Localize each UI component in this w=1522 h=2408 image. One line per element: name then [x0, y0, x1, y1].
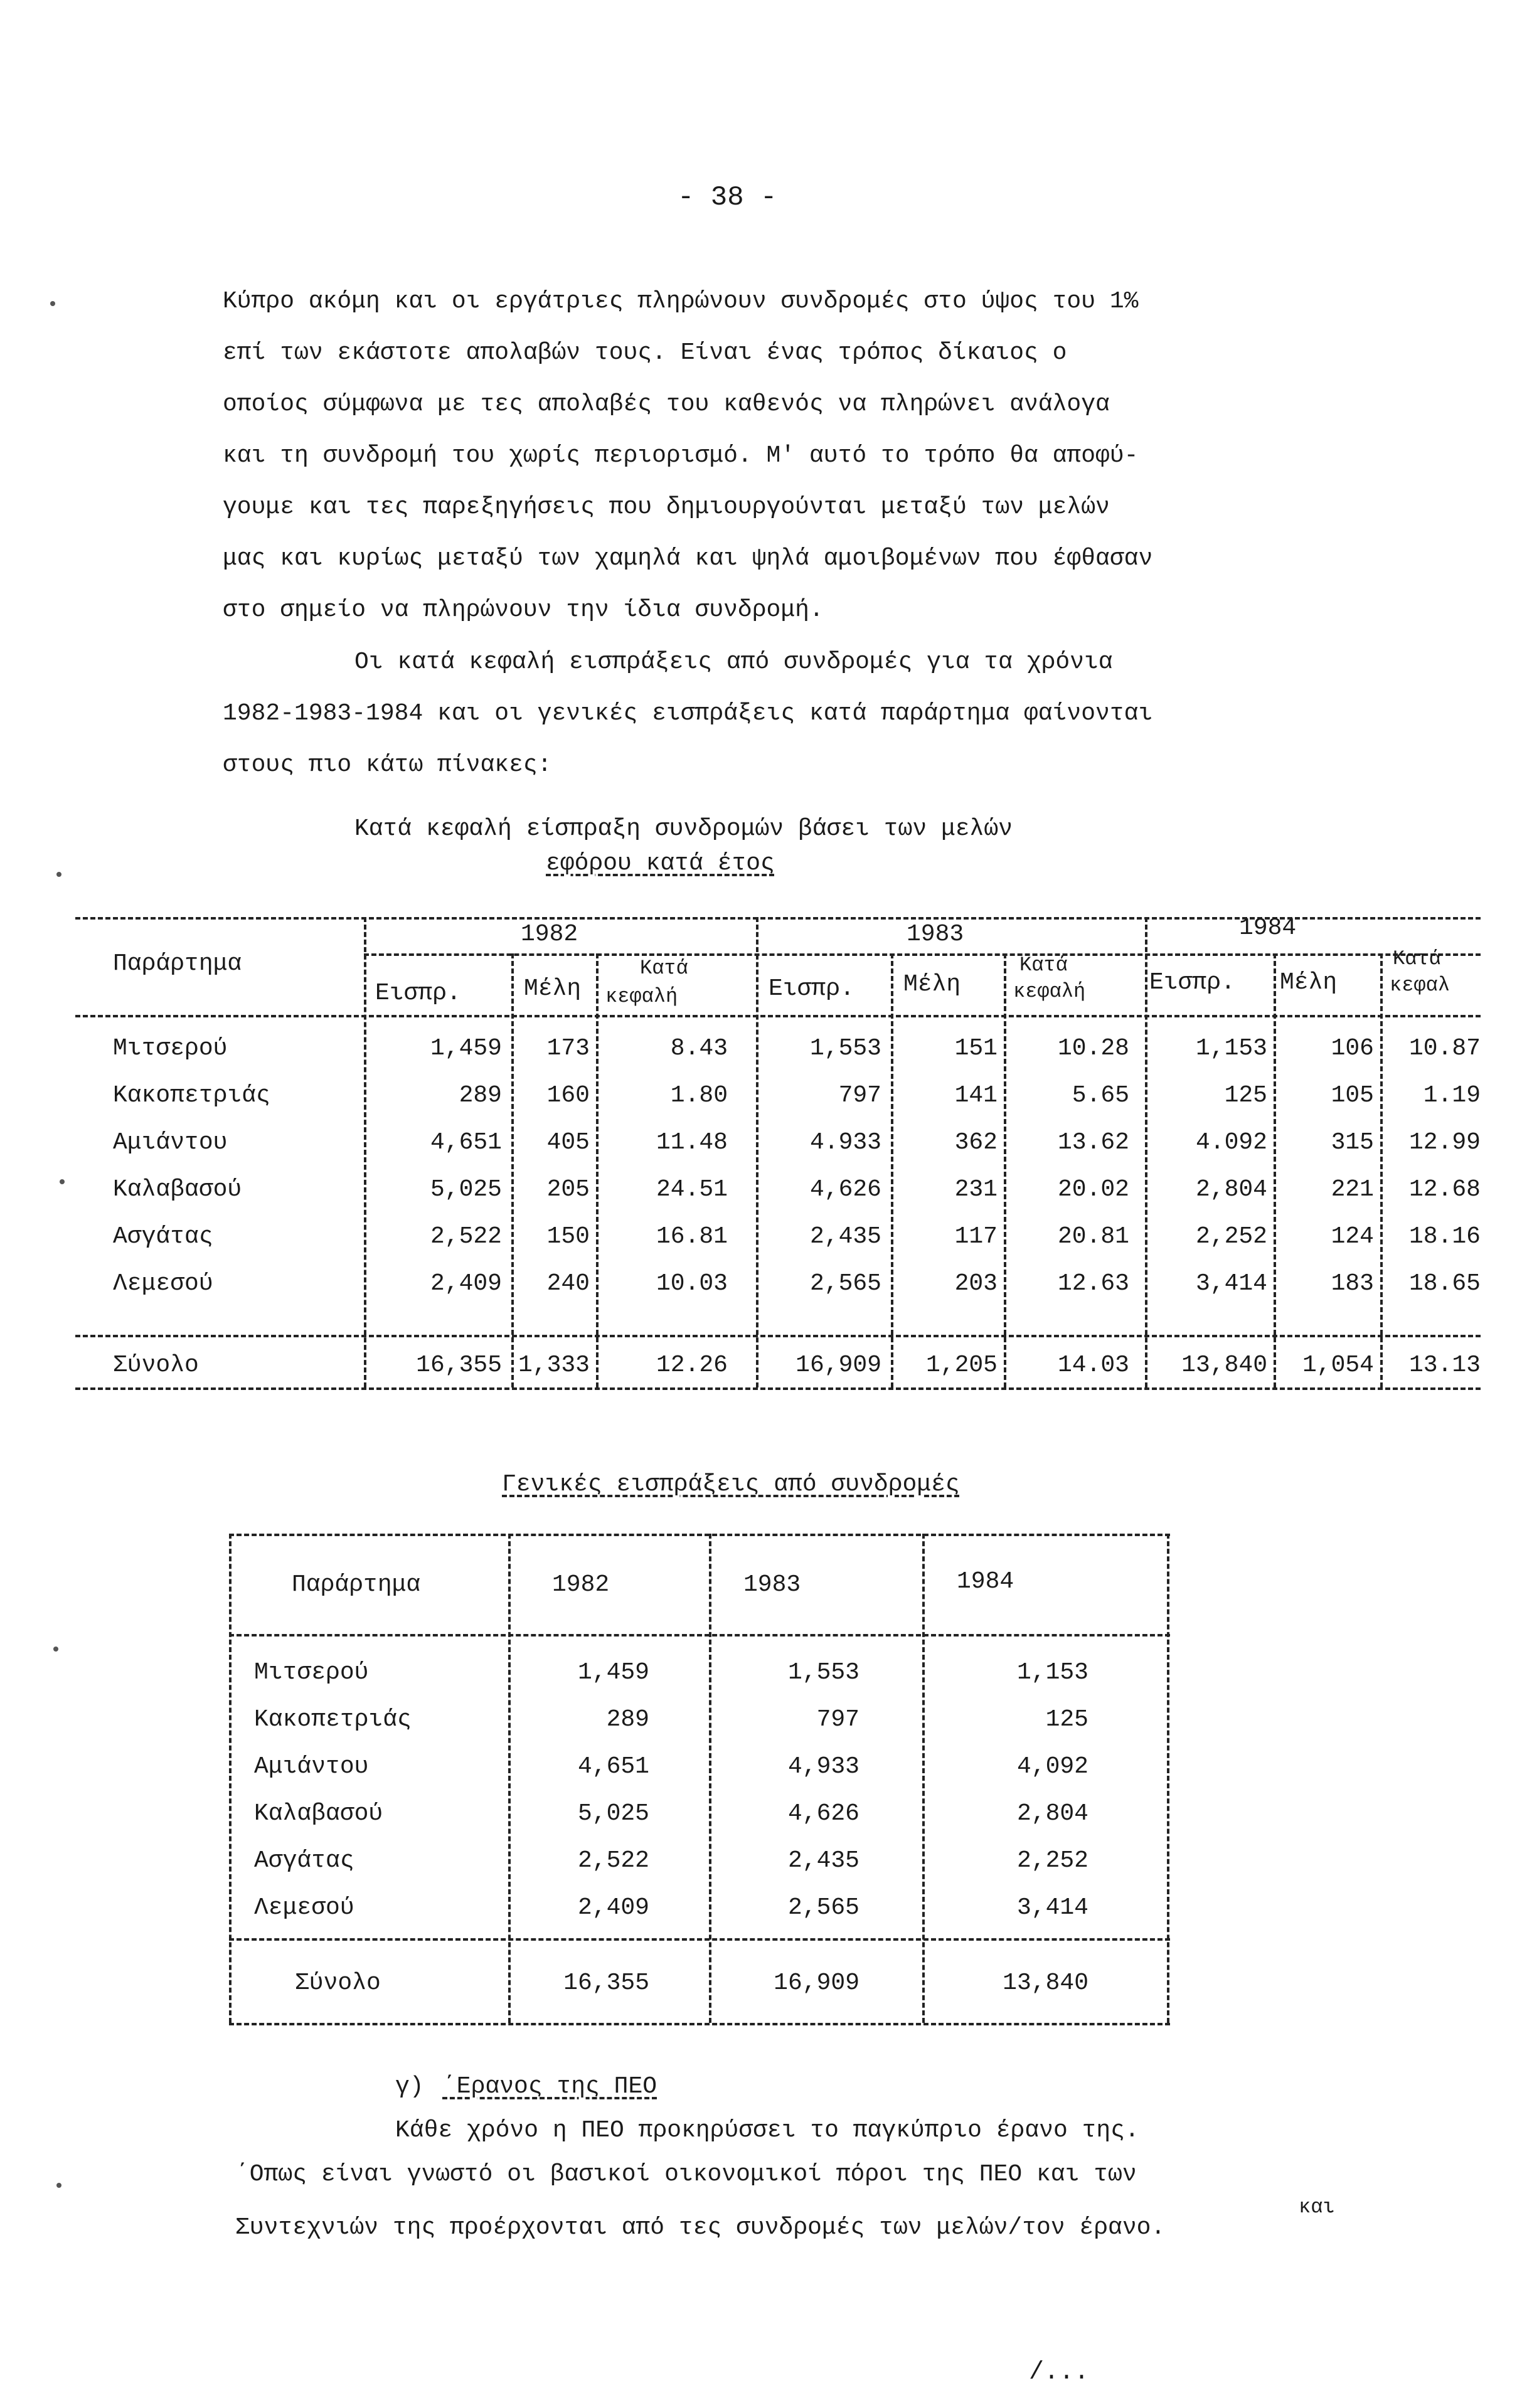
table1-row-cell: 20.02 [1057, 1176, 1129, 1203]
table1-row-cell: 5,025 [430, 1176, 502, 1203]
table1-total-cell: 16,909 [796, 1352, 881, 1379]
table1-row-cell: 173 [546, 1035, 590, 1062]
table1-row-cell: 12.68 [1408, 1176, 1481, 1203]
section-label: γ) [395, 2073, 424, 2100]
t2-header-1983: 1983 [743, 1571, 801, 1598]
per-head-header: Κατά [640, 957, 688, 980]
table1-row-cell: 117 [954, 1223, 998, 1250]
table1-row-cell: 231 [954, 1176, 998, 1203]
text-line: στο σημείο να πληρώνουν την ίδια συνδρομή. [223, 597, 824, 623]
section-line: Συντεχνιών της προέρχονται από τες συνδρομές των μελών/τον έρανο. [235, 2214, 1166, 2241]
section-title: ΄Ερανος της ΠΕΟ [442, 2073, 657, 2100]
paragraph-2 [223, 637, 1446, 791]
table1-row-cell: 10.03 [656, 1270, 728, 1297]
per-head-header-2: κεφαλή [605, 985, 678, 1008]
table1-row-branch: Αμιάντου [113, 1129, 228, 1156]
table2-total-branch: Σύνολο [295, 1970, 381, 1997]
table1-row-cell: 8.43 [670, 1035, 728, 1062]
table1-row-cell: 3,414 [1195, 1270, 1267, 1297]
table1-row-cell: 183 [1331, 1270, 1374, 1297]
paragraph-1 [223, 276, 1446, 636]
table1-row-cell: 20.81 [1057, 1223, 1129, 1250]
t2-header-1982: 1982 [552, 1571, 610, 1598]
table1-row-cell: 10.28 [1057, 1035, 1129, 1062]
table1-row-cell: 1.80 [670, 1082, 728, 1109]
table1-row-cell: 125 [1224, 1082, 1267, 1109]
text-line: στους πιο κάτω πίνακες: [223, 751, 552, 778]
scan-dot [60, 1179, 65, 1184]
table1-row-cell: 106 [1331, 1035, 1374, 1062]
table1-row-cell: 18.65 [1408, 1270, 1481, 1297]
table2-row-cell: 2,409 [577, 1894, 649, 1921]
table2-row-cell: 797 [816, 1706, 859, 1733]
table1-caption-sub: εφόρου κατά έτος [546, 850, 775, 877]
income-header: Εισπρ. [1149, 969, 1235, 996]
table2-row-cell: 2,804 [1016, 1800, 1088, 1827]
table2-row-cell: 4,092 [1016, 1753, 1088, 1780]
table1-row-cell: 221 [1331, 1176, 1374, 1203]
table1-row-cell: 1,553 [809, 1035, 881, 1062]
table1-row-branch: Ασγάτας [113, 1223, 213, 1250]
table2-row-cell: 1,553 [787, 1659, 859, 1686]
table2-row-branch: Κακοπετριάς [254, 1706, 412, 1733]
table2-row-cell: 2,565 [787, 1894, 859, 1921]
table1-row-cell: 203 [954, 1270, 998, 1297]
table2-row-cell: 2,252 [1016, 1847, 1088, 1874]
table1-row-cell: 105 [1331, 1082, 1374, 1109]
table1-row-cell: 12.99 [1408, 1129, 1481, 1156]
table1-row-cell: 2,804 [1195, 1176, 1267, 1203]
members-header: Μέλη [1280, 969, 1338, 996]
table2-caption: Γενικές εισπράξεις από συνδρομές [502, 1471, 960, 1498]
year-header-1982: 1982 [521, 921, 578, 948]
table1-row-cell: 1,459 [430, 1035, 502, 1062]
table1-row-cell: 11.48 [656, 1129, 728, 1156]
per-head-header: Κατά [1393, 947, 1441, 970]
table2-row-cell: 2,522 [577, 1847, 649, 1874]
table2-row-branch: Μιτσερού [254, 1659, 369, 1686]
section-line: Κάθε χρόνο η ΠΕΟ προκηρύσσει το παγκύπριο έρανο της. [395, 2117, 1139, 2144]
table1-total-cell: 1,333 [518, 1352, 590, 1379]
table1-total-cell: 1,205 [925, 1352, 998, 1379]
table1-row-cell: 151 [954, 1035, 998, 1062]
table1-row-cell: 2,565 [809, 1270, 881, 1297]
text-line: Κύπρο ακόμη και οι εργάτριες πληρώνουν συνδρομές στο ύψος του 1% [223, 288, 1139, 315]
table2-row-cell: 1,459 [577, 1659, 649, 1686]
table1-row-cell: 797 [838, 1082, 881, 1109]
year-header-1983: 1983 [907, 921, 964, 948]
table1-row-cell: 18.16 [1408, 1223, 1481, 1250]
table1-row-cell: 124 [1331, 1223, 1374, 1250]
table1-total-cell: 1,054 [1302, 1352, 1374, 1379]
table1-row-cell: 141 [954, 1082, 998, 1109]
table1-total-cell: 16,355 [416, 1352, 502, 1379]
text-line: γουμε και τες παρεξηγήσεις που δημιουργούνται μεταξύ των μελών [223, 494, 1110, 521]
scan-dot [53, 1647, 58, 1652]
scan-dot [56, 2183, 61, 2188]
table1-total-cell: 14.03 [1057, 1352, 1129, 1379]
table1-row-cell: 5.65 [1072, 1082, 1129, 1109]
table1-row-cell: 2,522 [430, 1223, 502, 1250]
table2-row-cell: 289 [606, 1706, 649, 1733]
table2-row-branch: Λεμεσού [254, 1894, 354, 1921]
table1-row-cell: 1,153 [1195, 1035, 1267, 1062]
table2-total-cell: 16,355 [563, 1970, 649, 1997]
section-superscript: και [1299, 2195, 1335, 2219]
members-header: Μέλη [903, 971, 961, 998]
table1-row-branch: Λεμεσού [113, 1270, 213, 1297]
table1-row-cell: 24.51 [656, 1176, 728, 1203]
page-number: - 38 - [678, 182, 777, 213]
table1-row-cell: 289 [459, 1082, 502, 1109]
table1-total-branch: Σύνολο [113, 1352, 199, 1379]
table2-row-branch: Αμιάντου [254, 1753, 369, 1780]
table2-row-cell: 5,025 [577, 1800, 649, 1827]
table1-row-cell: 16.81 [656, 1223, 728, 1250]
table2-row-branch: Καλαβασού [254, 1800, 383, 1827]
text-line: μας και κυρίως μεταξύ των χαμηλά και ψηλά αμοιβομένων που έφθασαν [223, 545, 1153, 572]
table1-row-cell: 1.19 [1423, 1082, 1481, 1109]
continuation-mark: /... [1029, 2358, 1090, 2387]
table2-row-cell: 2,435 [787, 1847, 859, 1874]
table1-caption: Κατά κεφαλή είσπραξη συνδρομών βάσει των μελών [354, 815, 1013, 842]
table2-row-cell: 4,626 [787, 1800, 859, 1827]
table1-row-cell: 10.87 [1408, 1035, 1481, 1062]
per-head-header-2: κεφαλ [1390, 973, 1450, 997]
table1-total-cell: 13,840 [1181, 1352, 1267, 1379]
year-header-1984: 1984 [1239, 915, 1297, 941]
income-header: Εισπρ. [375, 980, 461, 1007]
table1-row-cell: 4,626 [809, 1176, 881, 1203]
table2-total-cell: 16,909 [774, 1970, 859, 1997]
income-header: Εισπρ. [769, 975, 854, 1002]
table1-row-cell: 315 [1331, 1129, 1374, 1156]
text-line: 1982-1983-1984 και οι γενικές εισπράξεις κατά παράρτημα φαίνονται [223, 700, 1153, 727]
t2-header-1984: 1984 [957, 1568, 1014, 1595]
table2-row-cell: 4,651 [577, 1753, 649, 1780]
t2-branch-header: Παράρτημα [292, 1571, 421, 1598]
table1-total-cell: 12.26 [656, 1352, 728, 1379]
table1-row-cell: 362 [954, 1129, 998, 1156]
section-line: ΄Οπως είναι γνωστό οι βασικοί οικονομικοί πόροι της ΠΕΟ και των [235, 2161, 1137, 2188]
table1-row-cell: 13.62 [1057, 1129, 1129, 1156]
per-head-header: Κατά [1019, 953, 1068, 977]
scan-dot [56, 872, 61, 877]
table2-row-cell: 1,153 [1016, 1659, 1088, 1686]
table2-row-cell: 3,414 [1016, 1894, 1088, 1921]
text-line: οποίος σύμφωνα με τες απολαβές του καθενός να πληρώνει ανάλογα [223, 391, 1110, 418]
table1-row-cell: 150 [546, 1223, 590, 1250]
table1-row-cell: 4,651 [430, 1129, 502, 1156]
table1-row-cell: 205 [546, 1176, 590, 1203]
table2-total-cell: 13,840 [1003, 1970, 1088, 1997]
table1-row-branch: Μιτσερού [113, 1035, 228, 1062]
table1-row-cell: 2,252 [1195, 1223, 1267, 1250]
text-line: και τη συνδρομή του χωρίς περιορισμό. Μ' αυτό το τρόπο θα αποφύ- [223, 442, 1139, 469]
table1-row-branch: Κακοπετριάς [113, 1082, 270, 1109]
table1-row-cell: 240 [546, 1270, 590, 1297]
table1-row-cell: 2,409 [430, 1270, 502, 1297]
per-head-header-2: κεφαλή [1013, 980, 1086, 1003]
table1-total-cell: 13.13 [1408, 1352, 1481, 1379]
members-header: Μέλη [524, 975, 582, 1002]
table1-row-cell: 2,435 [809, 1223, 881, 1250]
table1-row-cell: 12.63 [1057, 1270, 1129, 1297]
text-line: Οι κατά κεφαλή εισπράξεις από συνδρομές για τα χρόνια [354, 649, 1113, 676]
text-line: επί των εκάστοτε απολαβών τους. Είναι ένας τρόπος δίκαιος ο [223, 339, 1067, 366]
table2-row-cell: 125 [1045, 1706, 1088, 1733]
table2-row-branch: Ασγάτας [254, 1847, 354, 1874]
table1-row-cell: 160 [546, 1082, 590, 1109]
scan-dot [50, 301, 55, 306]
branch-header: Παράρτημα [113, 950, 242, 977]
table1-row-branch: Καλαβασού [113, 1176, 242, 1203]
table1-row-cell: 405 [546, 1129, 590, 1156]
table1-row-cell: 4.933 [809, 1129, 881, 1156]
table2-row-cell: 4,933 [787, 1753, 859, 1780]
table1-row-cell: 4.092 [1195, 1129, 1267, 1156]
